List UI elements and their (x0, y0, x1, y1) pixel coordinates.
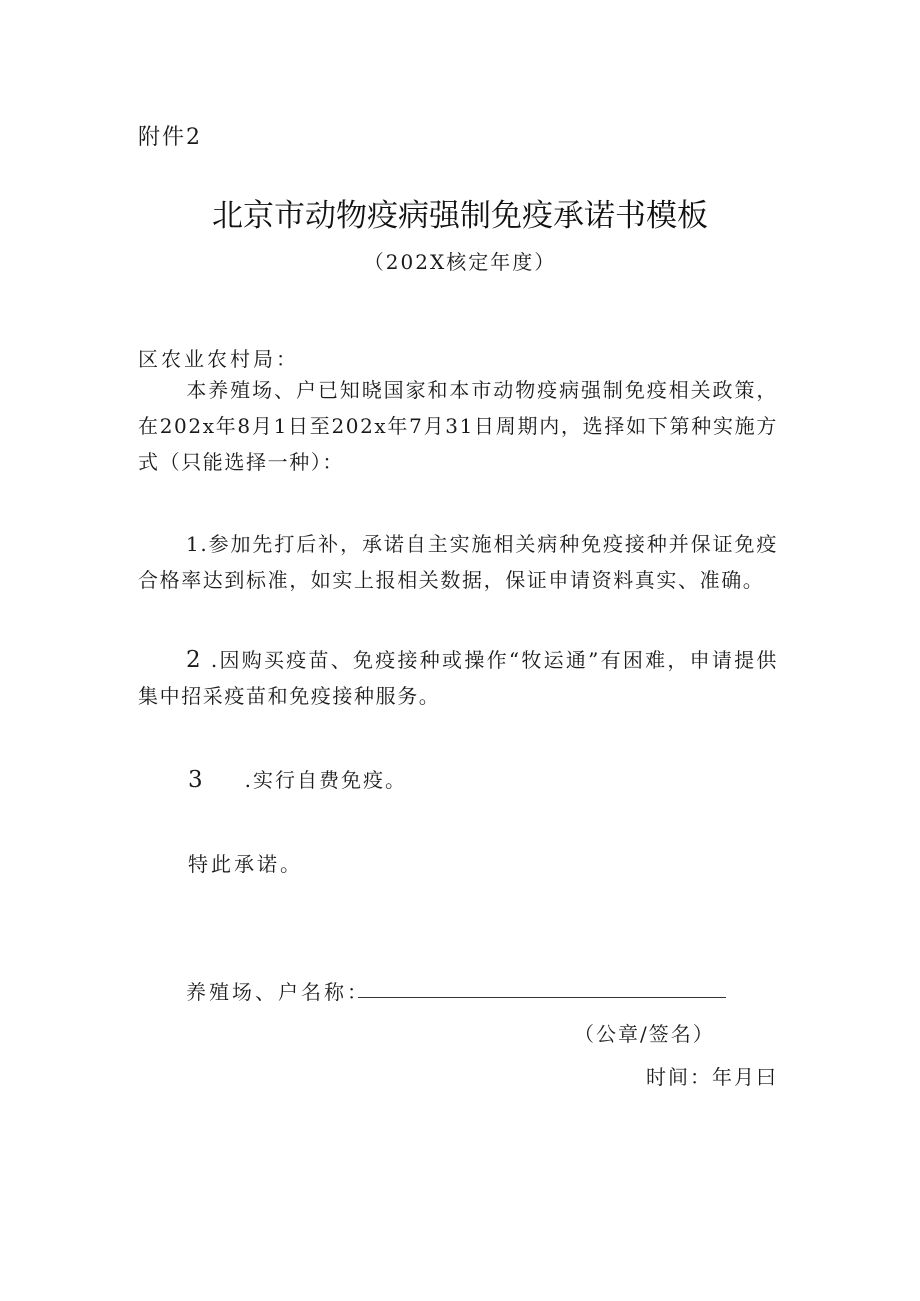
option-3-number: 3 (188, 767, 205, 793)
option-2-number: 2 (186, 647, 203, 673)
attachment-label: 附件2 (138, 125, 202, 150)
option-2-text: .因购买疫苗、免疫接种或操作“牧运通”有困难，申请提供集中招采疫苗和免疫接种服务。 (138, 648, 778, 708)
option-1 (138, 526, 778, 598)
intro-paragraph (138, 372, 778, 480)
document-title: 北京市动物疫病强制免疫承诺书模板 (212, 198, 708, 234)
option-1-number: 1. (186, 532, 209, 556)
intro-text: 本养殖场、户已知晓国家和本市动物疫病强制免疫相关政策，在202x年8月1日至202x年7月31日周期内，选择如下第种实施方式（只能选择一种）： (138, 378, 778, 474)
farm-name-label: 养殖场、户名称： (186, 980, 370, 1004)
option-2 (138, 642, 778, 714)
option-3 (188, 764, 407, 793)
closing-statement: 特此承诺。 (188, 852, 303, 876)
document-subtitle: （202X核定年度） (363, 250, 557, 274)
farm-name-blank-line[interactable] (358, 997, 726, 998)
option-1-text: 参加先打后补，承诺自主实施相关病种免疫接种并保证免疫合格率达到标准，如实上报相关数据，保证申请资料真实、准确。 (138, 532, 778, 592)
date-label: 时间：年月曰 (646, 1065, 778, 1089)
salutation: 区农业农村局： (138, 347, 299, 371)
seal-signature-label: （公章/签名） (574, 1022, 715, 1046)
option-3-text: .实行自费免疫。 (244, 768, 407, 792)
